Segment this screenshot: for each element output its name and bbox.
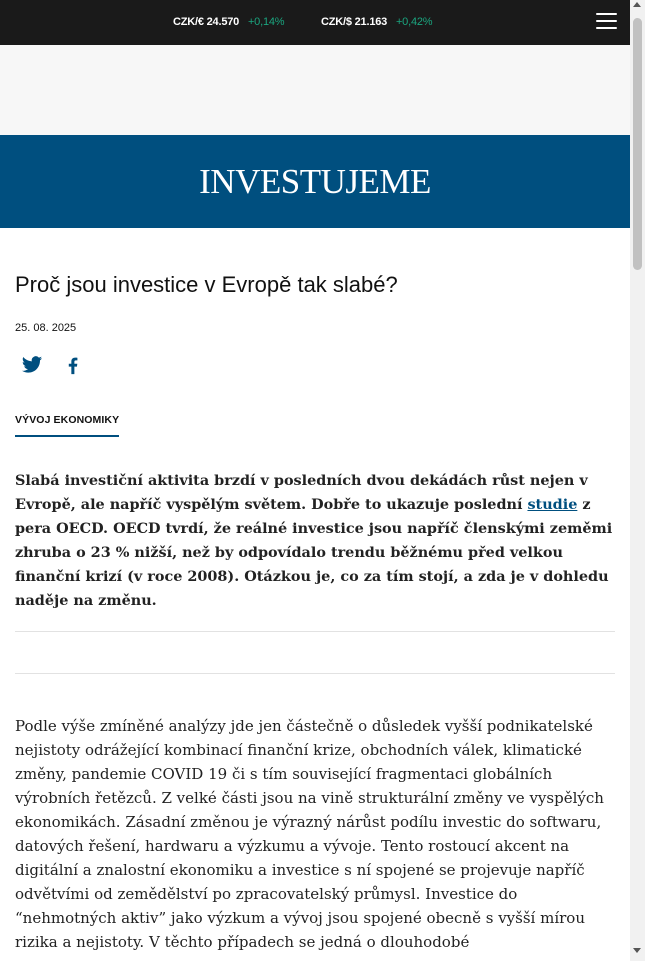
ticker-change: +0,14% xyxy=(247,16,285,28)
ticker-pair: CZK/€ xyxy=(173,16,204,28)
scroll-thumb[interactable] xyxy=(633,18,642,270)
article-body: Podle výše zmíněné analýzy jde jen částečně o důsledek vyšší podnikatelské nejistoty odrážející kombinací finanční krize, obchodních válek, klimatické změny, pandemie COVID 19 či s tím související fragmentaci globálních výrobních řetězců. Z velké části jsou na vině strukturální změny ve vyspělých ekonomikách. Zásadní změnou je výrazný nárůst podílu investic do softwaru, datových řešení, hardwaru a výzkumu a vývoje. Tento rostoucí akcent na digitální a znalostní ekonomiku a investice s ní spojené se projevuje napříč odvětvími od zemědělství po zpracovatelský průmysl. Investice do “nehmotných aktiv” jako výzkum a vývoj jsou spojené obecně s vyšší mírou rizika a nejistoty. V těchto případech se jedná o dlouhodobé xyxy=(15,717,604,951)
ticker-value: 21.163 xyxy=(354,16,388,28)
perex-text: Slabá investiční aktivita brzdí v posledních dvou dekádách růst nejen v Evropě, ale napříč vyspělým světem. Dobře to ukazuje poslední xyxy=(15,472,588,513)
divider xyxy=(15,631,615,632)
article-date: 25. 08. 2025 xyxy=(15,322,77,334)
hamburger-icon[interactable] xyxy=(596,13,617,31)
menu-line xyxy=(596,13,617,15)
scrollbar[interactable] xyxy=(630,0,645,961)
study-link[interactable]: studie xyxy=(527,496,578,513)
article-perex xyxy=(15,469,615,613)
brand-band xyxy=(0,135,630,228)
ticker-eur[interactable] xyxy=(173,16,284,28)
twitter-icon[interactable] xyxy=(21,354,43,376)
menu-line xyxy=(596,27,617,29)
scroll-down-arrow-icon[interactable] xyxy=(633,948,641,953)
ticker-usd[interactable] xyxy=(321,16,432,28)
ticker-change: +0,42% xyxy=(395,16,433,28)
perex-text-cont: z pera OECD. OECD tvrdí, že reálné investice jsou napříč členskými zeměmi zhruba o 23 % nižší, než by odpovídalo trendu běžnému před velkou finanční krizí (v roce 2008). Otázkou je, co za tím stojí, a zda je v dohledu naděje na změnu. xyxy=(15,496,613,609)
category-link[interactable]: VÝVOJ EKONOMIKY xyxy=(15,414,119,437)
site-logo[interactable]: INVESTUJEME xyxy=(199,162,431,201)
ticker-pair: CZK/$ xyxy=(321,16,352,28)
top-bar xyxy=(0,0,630,45)
facebook-icon[interactable] xyxy=(62,354,84,376)
article-title: Proč jsou investice v Evropě tak slabé? xyxy=(15,272,398,297)
menu-line xyxy=(596,20,617,22)
scroll-up-arrow-icon[interactable] xyxy=(633,2,641,7)
ad-placeholder xyxy=(0,45,630,135)
ticker-value: 24.570 xyxy=(206,16,240,28)
divider xyxy=(15,673,615,674)
